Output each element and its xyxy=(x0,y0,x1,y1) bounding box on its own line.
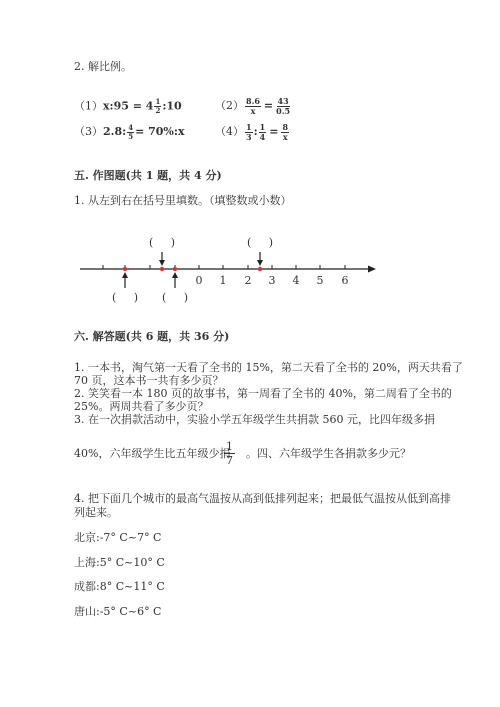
city-temps: 5° C~10° C xyxy=(99,556,165,569)
equation-4-label: （4） xyxy=(215,125,244,138)
equation-3-rhs: = 70%:x xyxy=(135,125,185,138)
fraction-denominator: 5 xyxy=(128,131,134,141)
section-5-title: 五. 作图题(共 1 题，共 4 分) xyxy=(74,169,222,182)
tick-label-5: 5 xyxy=(316,274,324,287)
city-temperature-row xyxy=(74,580,165,594)
section-5-question-1: 1. 从左到右在括号里填数。（填整数或小数） xyxy=(74,194,292,207)
city-name: 上海: xyxy=(74,556,100,569)
equation-4-fraction-2 xyxy=(259,123,267,142)
fraction-numerator: 8 xyxy=(282,121,289,132)
equation-1-lhs: x:95 = 4 xyxy=(103,99,154,113)
fraction-numerator: 43 xyxy=(277,95,289,106)
fraction-numerator: 1 xyxy=(155,97,161,106)
equation-4-fraction-1 xyxy=(245,123,253,142)
problem-3-line-1: 3. 在一次捐款活动中，实验小学五年级学生共捐款 560 元，比四年级多捐 xyxy=(74,413,435,426)
tick-label-0: 0 xyxy=(195,274,203,287)
equation-2-label: （2） xyxy=(215,99,244,112)
problem-3-fraction xyxy=(224,440,235,467)
equals-sign: = xyxy=(263,99,274,112)
equation-3 xyxy=(74,122,185,142)
problem-2-line-2: 25%。两周共看了多少页？ xyxy=(74,400,209,413)
answer-bracket-top-2[interactable]: ( ) xyxy=(246,236,274,249)
city-name: 北京: xyxy=(74,531,100,544)
marked-point-2 xyxy=(160,267,164,271)
problem-2-line-1: 2. 笑笑看一本 180 页的故事书，第一周看了全书的 40%，第二周看了全书的 xyxy=(74,387,452,400)
section-6-title: 六. 解答题(共 6 题，共 36 分) xyxy=(74,330,230,343)
answer-bracket-bottom-1[interactable]: ( ) xyxy=(111,291,139,304)
problem-3-line-2b: 。四、六年级学生各捐款多少元？ xyxy=(246,447,411,460)
city-temperature-row xyxy=(74,556,165,570)
city-temps: 8° C~11° C xyxy=(99,580,165,593)
equation-3-fraction xyxy=(127,124,134,141)
equation-4-fraction-3 xyxy=(281,123,289,142)
marked-point-1 xyxy=(123,267,127,271)
equation-1-rhs: :10 xyxy=(162,99,182,113)
marked-point-3 xyxy=(173,267,177,271)
equals-sign: = xyxy=(269,125,279,138)
answer-bracket-bottom-2[interactable]: ( ) xyxy=(161,291,189,304)
problem-4-line-2: 列起来。 xyxy=(74,506,118,519)
answer-bracket-top-1[interactable]: ( ) xyxy=(148,236,176,249)
tick-label-2: 2 xyxy=(244,274,252,287)
fraction-numerator: 1 xyxy=(259,121,266,132)
tick-label-6: 6 xyxy=(341,274,349,287)
problem-1-line-2: 70 页，这本书一共有多少页？ xyxy=(74,374,224,387)
fraction-denominator: x xyxy=(250,105,256,116)
colon-sign: : xyxy=(253,125,258,138)
equation-4 xyxy=(215,120,290,144)
fraction-numerator: 1 xyxy=(246,121,252,132)
tick-label-1: 1 xyxy=(219,274,227,287)
tick-label-4: 4 xyxy=(292,274,300,287)
fraction-numerator: 8.6 xyxy=(246,95,260,106)
city-temperature-row xyxy=(74,531,161,545)
up-arrow-icon xyxy=(122,272,128,288)
fraction-denominator: 7 xyxy=(226,454,233,467)
number-line-arrowhead xyxy=(368,266,376,273)
question-2-title: 2. 解比例。 xyxy=(74,60,132,73)
equation-1 xyxy=(74,98,182,115)
marked-point-4 xyxy=(258,267,262,271)
problem-1-line-1: 1. 一本书，淘气第一天看了全书的 15%，第二天看了全书的 20%，两天共看了 xyxy=(74,361,463,374)
down-arrow-icon xyxy=(159,252,165,266)
equation-3-pre: 2.8: xyxy=(103,125,127,138)
fraction-numerator: 1 xyxy=(226,440,233,453)
fraction-denominator: 0.5 xyxy=(276,105,291,116)
city-name: 唐山: xyxy=(74,605,100,618)
number-line-figure xyxy=(70,230,390,310)
equation-2-fraction-1 xyxy=(245,97,261,116)
fraction-denominator: 3 xyxy=(246,131,252,142)
equation-1-fraction xyxy=(154,98,161,115)
up-arrow-icon xyxy=(172,272,178,288)
number-line-ticks xyxy=(103,265,345,269)
equation-3-label: （3） xyxy=(74,125,103,138)
problem-4-line-1: 4. 把下面几个城市的最高气温按从高到低排列起来；把最低气温按从低到高排 xyxy=(74,492,451,505)
city-temps: -7° C~7° C xyxy=(99,531,162,544)
equation-2-fraction-2 xyxy=(276,97,290,116)
fraction-numerator: 4 xyxy=(128,122,134,132)
fraction-denominator: 4 xyxy=(259,131,266,142)
equation-2 xyxy=(215,94,291,118)
equation-1-label: （1） xyxy=(74,99,103,113)
tick-label-3: 3 xyxy=(268,274,276,287)
city-temps: -5° C~6° C xyxy=(99,605,162,618)
down-arrow-icon xyxy=(257,252,263,266)
city-temperature-row xyxy=(74,605,161,619)
fraction-denominator: 2 xyxy=(155,106,161,115)
city-name: 成都: xyxy=(74,580,100,593)
fraction-denominator: x xyxy=(282,131,288,142)
problem-3-line-2a: 40%，六年级学生比五年级少捐 xyxy=(74,447,231,460)
